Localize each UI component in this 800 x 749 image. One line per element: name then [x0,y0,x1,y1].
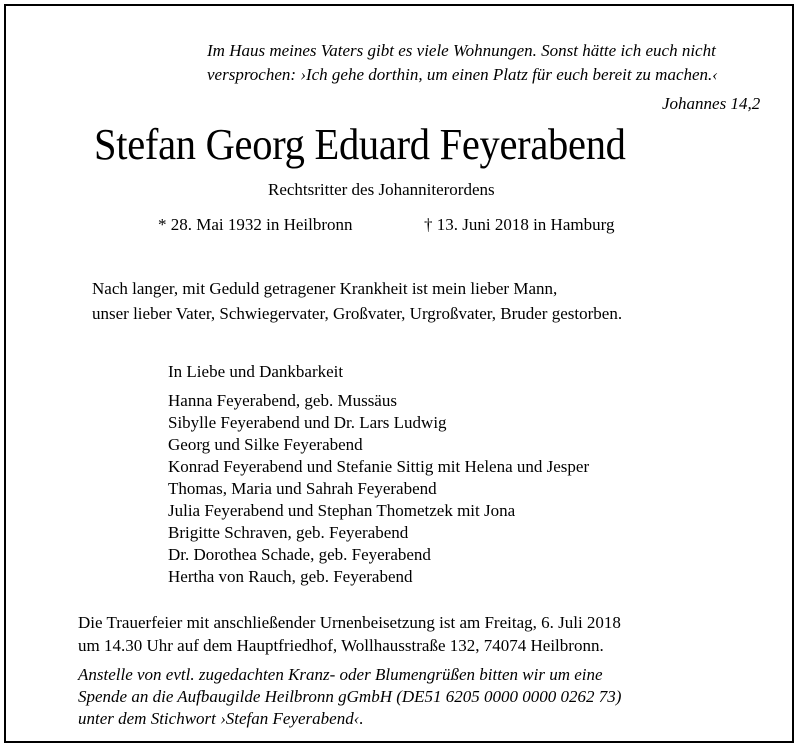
mourner-name: Brigitte Schraven, geb. Feyerabend [168,523,409,542]
mourner-name: Georg und Silke Feyerabend [168,435,363,454]
mourner-name: Thomas, Maria und Sahrah Feyerabend [168,479,437,498]
quote-line-1: Im Haus meines Vaters gibt es viele Wohnungen. Sonst hätte ich euch nicht [207,41,716,60]
mourner-name: Julia Feyerabend und Stephan Thometzek mit Jona [168,501,516,520]
death-date: † 13. Juni 2018 in Hamburg [424,215,615,234]
ceremony-line-2: um 14.30 Uhr auf dem Hauptfriedhof, Wollhausstraße 132, 74074 Heilbronn. [78,636,604,655]
subtitle-title: Rechtsritter des Johanniterordens [268,180,495,199]
mourner-name: Hanna Feyerabend, geb. Mussäus [168,391,397,410]
donation-line-3: unter dem Stichwort ›Stefan Feyerabend‹. [78,709,364,728]
mourner-name: Konrad Feyerabend und Stefanie Sittig mit Helena und Jesper [168,457,590,476]
quote-reference: Johannes 14,2 [662,94,761,113]
mourner-name: Dr. Dorothea Schade, geb. Feyerabend [168,545,431,564]
ceremony-line-1: Die Trauerfeier mit anschließender Urnenbeisetzung ist am Freitag, 6. Juli 2018 [78,613,621,632]
donation-line-2: Spende an die Aufbaugilde Heilbronn gGmbH (DE51 6205 0000 0000 0262 73) [78,687,622,706]
closing-phrase: In Liebe und Dankbarkeit [168,362,344,381]
announcement-line-2: unser lieber Vater, Schwiegervater, Großvater, Urgroßvater, Bruder gestorben. [92,304,623,323]
mourner-name: Hertha von Rauch, geb. Feyerabend [168,567,413,586]
donation-line-1: Anstelle von evtl. zugedachten Kranz- oder Blumengrüßen bitten wir um eine [78,665,603,684]
announcement-line-1: Nach langer, mit Geduld getragener Krankheit ist mein lieber Mann, [92,279,558,298]
birth-date: * 28. Mai 1932 in Heilbronn [158,215,353,234]
quote-line-2: versprochen: ›Ich gehe dorthin, um einen Platz für euch bereit zu machen.‹ [207,65,718,84]
deceased-name: Stefan Georg Eduard Feyerabend [94,120,626,169]
mourner-name: Sibylle Feyerabend und Dr. Lars Ludwig [168,413,447,432]
